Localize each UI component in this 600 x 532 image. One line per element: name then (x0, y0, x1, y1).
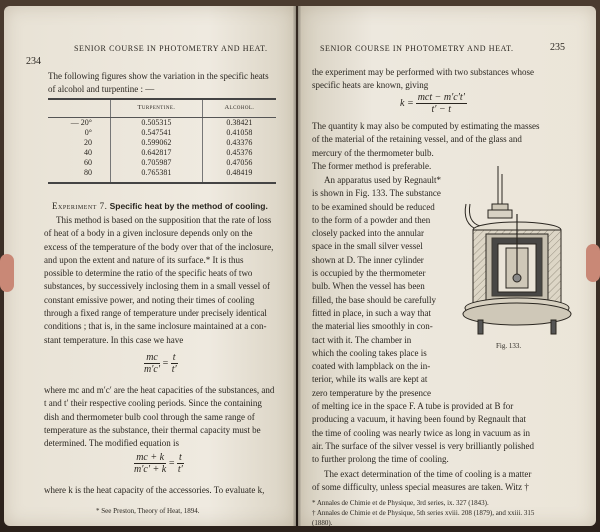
text-line: space in the small silver vessel (312, 241, 423, 252)
left-paragraph-3 (44, 484, 284, 497)
text-line: mercury of the thermometer bulb. (312, 147, 434, 158)
table-header-cell: Turpentine. (111, 99, 203, 118)
text-line: possible to determine the ratio of the specific heats of two (44, 268, 253, 279)
table-cell: 0.642817 (111, 148, 203, 158)
table-cell: 0.41058 (226, 128, 253, 137)
text-line: is occupied by the thermometer (312, 268, 426, 279)
experiment-number: Experiment 7. (52, 201, 108, 211)
text-line: to the form of a powder and then (312, 214, 431, 225)
text-line: An apparatus used by Regnault* (324, 175, 441, 185)
table-header-row (48, 99, 276, 118)
text-line: filled, the base should be carefully (312, 294, 436, 305)
text-line: to be examined should be reduced (312, 201, 435, 212)
table-cell: 0.38421 (226, 118, 253, 127)
table-row (48, 168, 276, 183)
text-line: the experiment may be performed with two substances whose (312, 67, 534, 77)
experiment-title: Specific heat by the method of cooling. (109, 201, 268, 211)
intro-line: The following figures show the variation in the specific heats (48, 71, 269, 81)
table-cell: 0.765381 (111, 168, 203, 183)
equation-denominator: t′ − t (431, 104, 452, 115)
left-running-header: SENIOR COURSE IN PHOTOMETRY AND HEAT. (74, 44, 268, 53)
text-line: stant temperature. In this case we have (44, 334, 184, 345)
figure-caption: Fig. 133. (496, 342, 522, 350)
text-line: of the material of the retaining vessel, and of the glass and (312, 134, 522, 145)
text-line: The former method is preferable. (312, 160, 432, 171)
table-cell: 20 (48, 138, 111, 148)
text-line: dish and thermometer bulb cool through the same range of (44, 411, 255, 422)
text-line: bulb. When the vessel has been (312, 281, 425, 292)
footnote-line: † Annales de Chimie et de Physique, 5th series xviii. 208 (1879), and xxiii. 315 (312, 509, 535, 517)
right-paragraph-last (312, 468, 584, 495)
text-line: which the cooling takes place is (312, 347, 427, 358)
text-line: fitted in place, in such a way that (312, 307, 431, 318)
table-cell: 60 (48, 158, 111, 168)
right-page-number: 235 (550, 42, 565, 53)
text-line: to further prolong the time of cooling. (312, 454, 449, 465)
right-top-lines (312, 66, 584, 93)
left-paragraph-1 (44, 214, 282, 347)
table-cell: 0.43376 (226, 138, 253, 147)
right-page (298, 6, 596, 526)
text-line: substances, by successively inclosing them in a small vessel of (44, 281, 270, 292)
text-line: temperature as the substance, their thermal capacity must be (44, 424, 261, 435)
equation-numerator: t (172, 352, 176, 363)
table-row (48, 138, 276, 148)
table-cell: 0.47056 (226, 158, 253, 167)
table-row (48, 148, 276, 158)
text-line: terior, while its walls are kept at (312, 374, 428, 385)
equation-1: $\frac{mc}{m'c'}$ = $\frac{t}{t'}$ (144, 352, 177, 375)
regnault-apparatus-figure (458, 164, 576, 340)
table-header-cell: Alcohol. (202, 99, 276, 118)
text-line: where k is the heat capacity of the accessories. To evaluate k, (44, 485, 265, 495)
text-line: The quantity k may also be computed by estimating the masses (312, 121, 540, 131)
text-line: tact with it. The chamber in (312, 334, 412, 345)
open-book (4, 6, 596, 526)
footnote-line: (1880). (312, 519, 333, 526)
right-paragraph-regnault-wrap (312, 174, 454, 400)
table-cell: 80 (48, 168, 111, 183)
book-gutter (293, 6, 301, 526)
equation-denominator: t′ (171, 364, 177, 375)
text-line: air. The surface of the silver vessel is very brilliantly polished (312, 440, 535, 451)
equation-lhs: k = (400, 98, 414, 109)
text-line: is shown in Fig. 133. The substance (312, 188, 441, 199)
text-line: The exact determination of the time of cooling is a matter (324, 469, 532, 479)
left-intro (48, 70, 280, 97)
equation-denominator: m′c′ (144, 364, 161, 375)
text-line: determined. The modified equation is (44, 438, 180, 449)
text-line: shown at D. The inner cylinder (312, 254, 424, 265)
equation-denominator: t′ (177, 464, 183, 475)
right-paragraph-regnault-full (312, 400, 584, 466)
table-row (48, 118, 276, 129)
table-row (48, 158, 276, 168)
intro-line: of alcohol and turpentine : — (48, 84, 155, 95)
text-line: conditions ; that is, in the same inclosure maintained at a con- (44, 321, 267, 332)
table-row (48, 128, 276, 138)
text-line: where mc and m′c′ are the heat capacities of the substances, and (44, 385, 275, 395)
table-header-cell (48, 99, 111, 118)
equation-numerator: mct − m′c′t′ (417, 92, 465, 103)
equation-numerator: t (178, 452, 182, 463)
text-line: zero temperature by the presence (312, 387, 431, 398)
table-cell: 40 (48, 148, 111, 158)
text-line: t and t′ their respective cooling periods. Since the containing (44, 398, 262, 409)
left-thumb (0, 254, 14, 292)
table-cell: 0° (48, 128, 111, 138)
table-cell: 0.48419 (202, 168, 276, 183)
text-line: of some difficulty, unless special measures are taken. Witz † (312, 482, 529, 493)
table-cell: — 20° (48, 118, 111, 129)
table-cell: 0.599062 (111, 138, 203, 148)
equation-2: $\frac{mc + k}{m'c' + k}$ = $\frac{t}{t'}$ (134, 452, 183, 475)
text-line: closely packed into the annular (312, 228, 424, 239)
text-line: producing a vacuum, it having been found by Regnault that (312, 414, 526, 425)
right-running-header: SENIOR COURSE IN PHOTOMETRY AND HEAT. (320, 44, 514, 53)
left-page-number: 234 (26, 56, 41, 67)
table-cell: 0.505315 (111, 118, 203, 129)
table-cell: 0.705987 (111, 158, 203, 168)
table-cell: 0.45376 (226, 148, 253, 157)
specific-heat-table (48, 98, 276, 184)
vacuum-tube-b (465, 204, 478, 230)
text-line: constant emissive power, and noting their times of cooling (44, 294, 255, 305)
equation-denominator: m′c′ + k (134, 464, 167, 475)
text-line: the material lies smoothly in con- (312, 321, 433, 332)
table-cell: 0.547541 (111, 128, 203, 138)
text-line: specific heats are known, giving (312, 80, 429, 91)
text-line: This method is based on the supposition that the rate of loss (56, 215, 272, 225)
left-footnote: * See Preston, Theory of Heat, 1894. (96, 507, 200, 515)
left-paragraph-2 (44, 384, 282, 450)
text-line: and upon the extent and nature of its surface.* It is thus (44, 254, 244, 265)
equation-numerator: mc (146, 352, 158, 363)
right-thumb (586, 244, 600, 282)
footnote-line: * Annales de Chimie et de Physique, 3rd series, ix. 327 (1843). (312, 499, 489, 507)
left-page (4, 6, 296, 526)
right-footnotes (312, 498, 590, 526)
experiment-heading (52, 200, 284, 213)
text-line: the time of cooling was nearly twice as long in vacuum as in (312, 427, 530, 438)
text-line: through a fixed range of temperature under precisely identical (44, 308, 267, 319)
text-line: coated with lampblack on the in- (312, 361, 431, 372)
equation-numerator: mc + k (136, 452, 165, 463)
text-line: of melting ice in the space F. A tube is provided at B for (312, 401, 514, 411)
text-line: excess of the temperature of the body over that of the inclosure, (44, 241, 274, 252)
equation-k (400, 92, 469, 115)
text-line: of heat of a body in a given inclosure depends only on the (44, 228, 253, 239)
